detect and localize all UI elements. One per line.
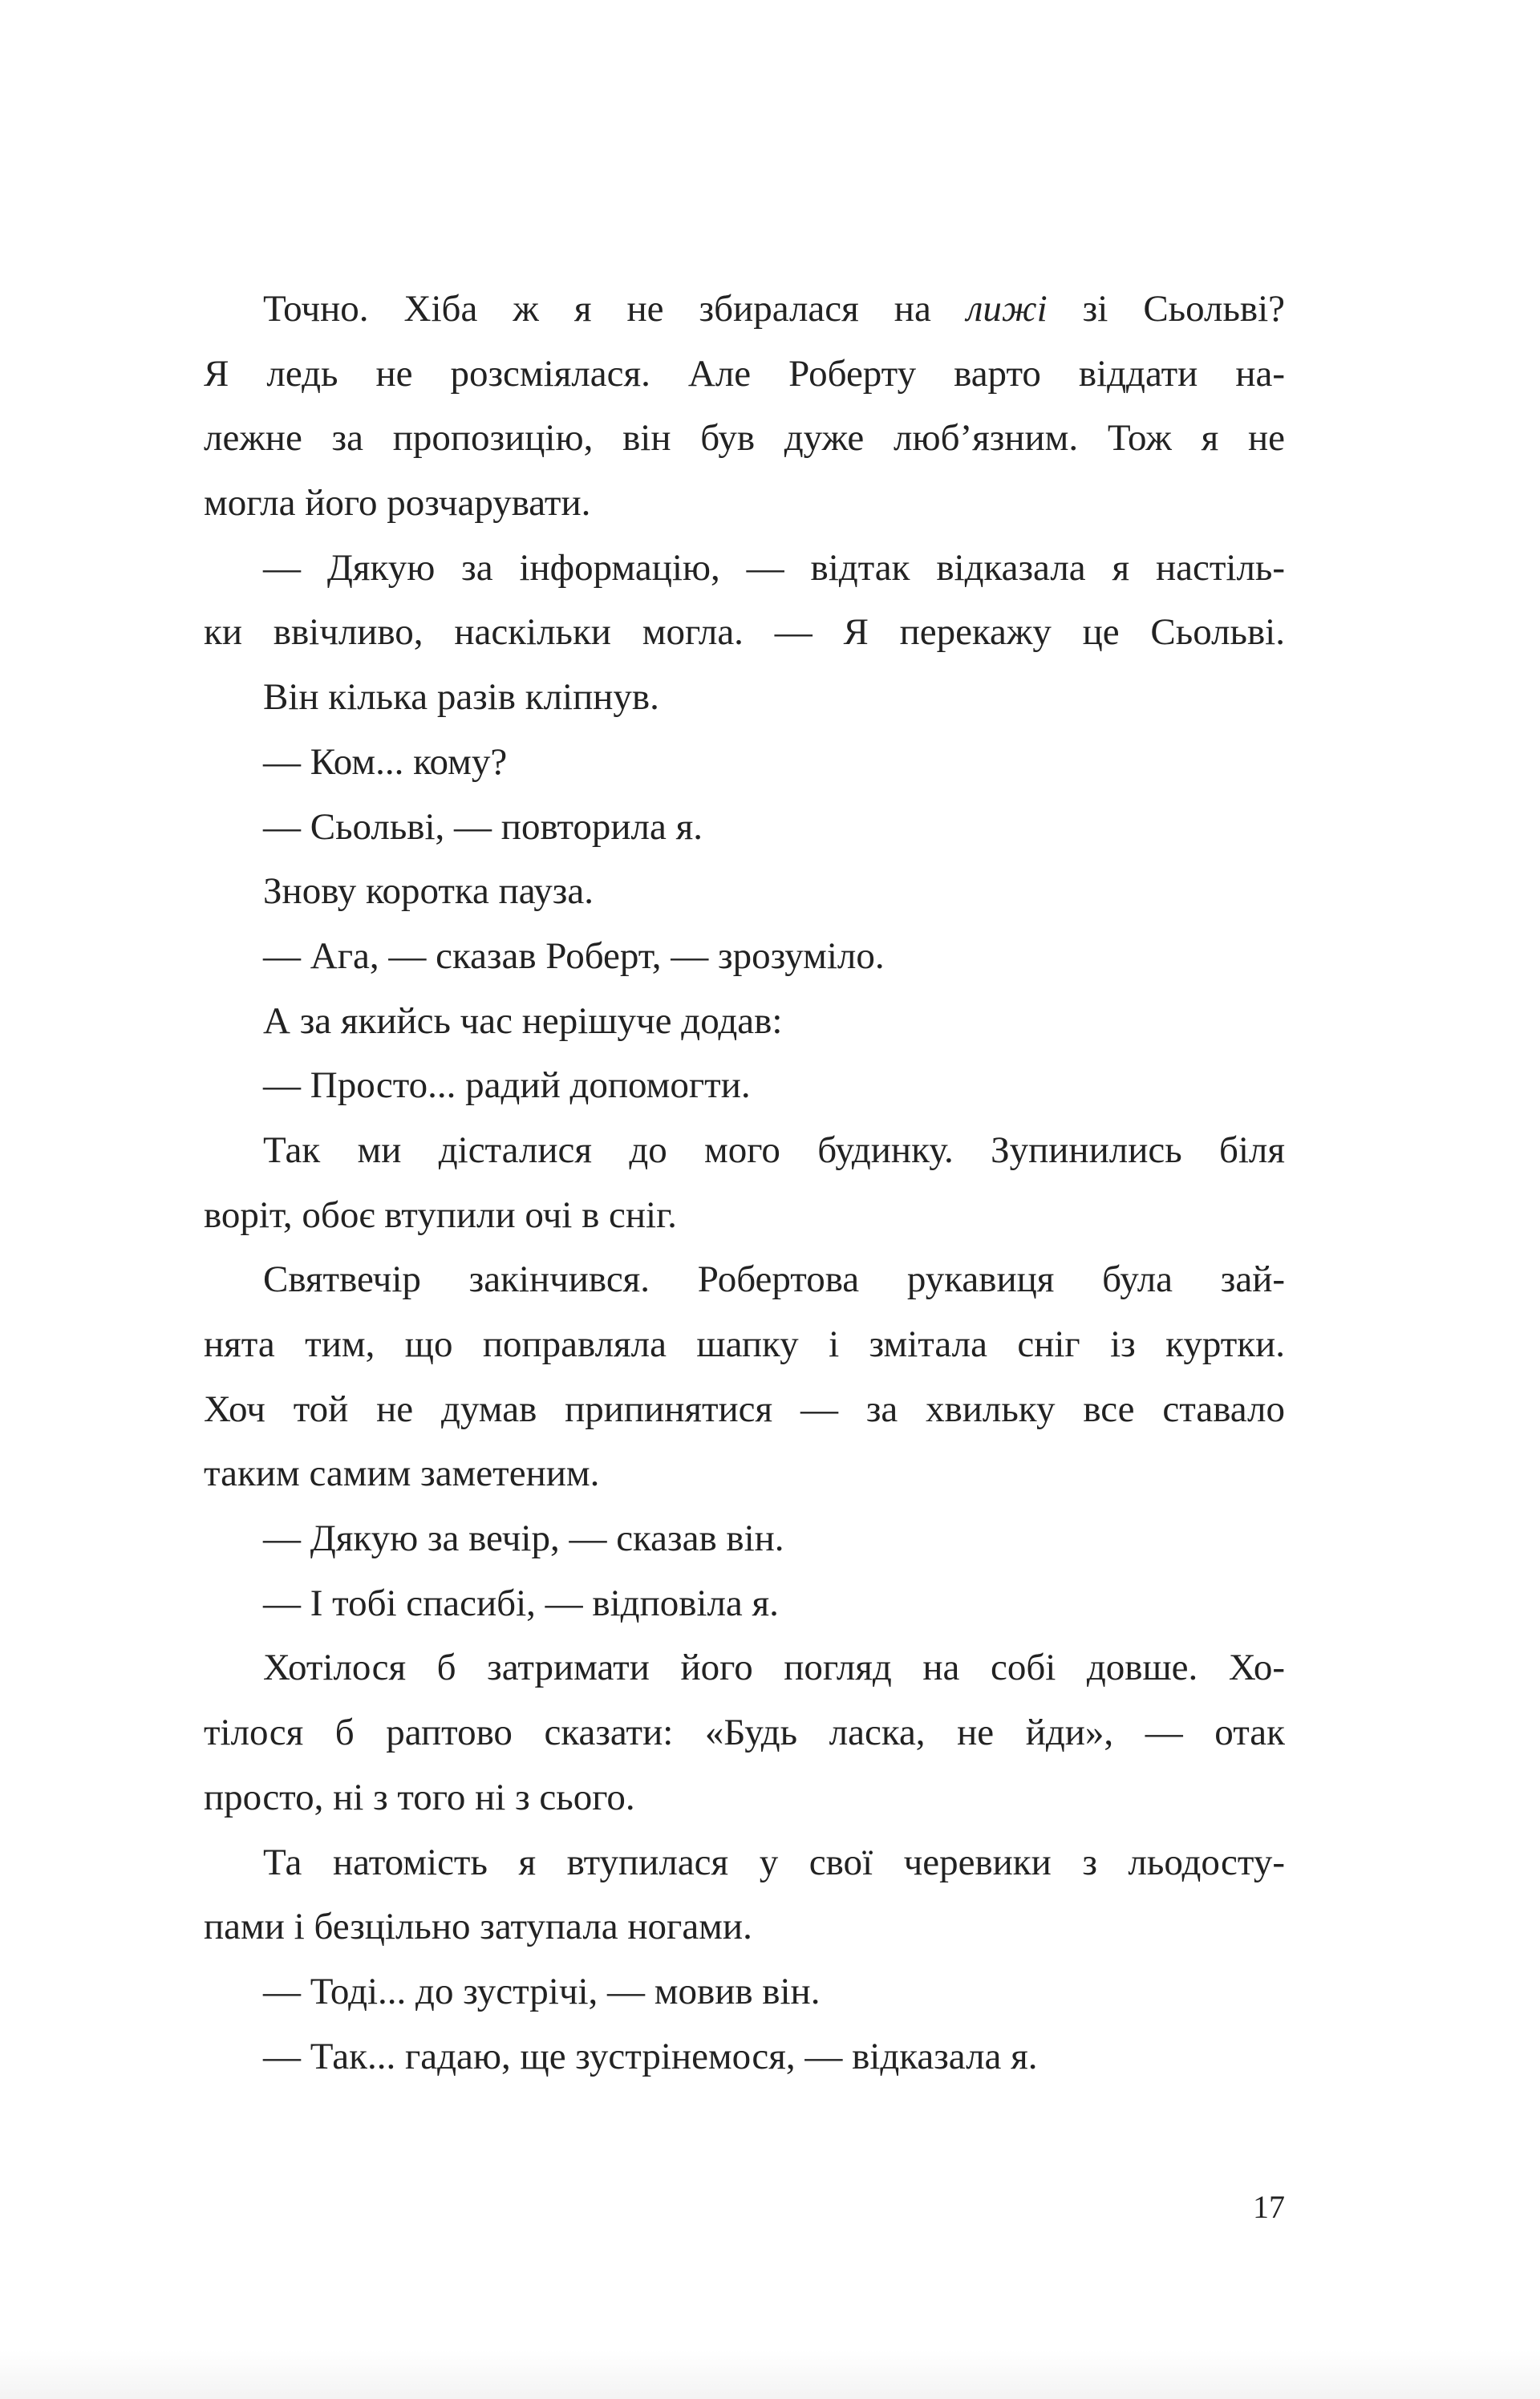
- text-line: просто, ні з того ні з сього.: [204, 1776, 635, 1818]
- text-line: — Так... гадаю, ще зустрінемося, — відказала я.: [263, 2035, 1038, 2077]
- text-line: Святвечір закінчився. Робертова рукавиця була зай-: [263, 1258, 1285, 1301]
- text-line: Знову коротка пауза.: [263, 870, 594, 913]
- text-line: ки ввічливо, наскільки могла. — Я перекажу це Сьольві.: [204, 611, 1285, 654]
- text-line: тілося б раптово сказати: «Будь ласка, не йди», — отак: [204, 1712, 1285, 1754]
- text-line: Я ледь не розсміялася. Але Роберту варто віддати на-: [204, 352, 1285, 395]
- text-line: Хотілося б затримати його погляд на собі довше. Хо-: [263, 1647, 1285, 1689]
- text-line: пами і безцільно затупала ногами.: [204, 1906, 752, 1948]
- page-body-text: [204, 277, 1285, 2089]
- text-line: Та натомість я втупилася у свої черевики з льодосту-: [263, 1841, 1285, 1883]
- text-line: Він кілька разів кліпнув.: [263, 676, 659, 719]
- text-segment: Точно. Хіба ж я не збиралася на: [263, 288, 967, 330]
- text-line: таким самим заметеним.: [204, 1453, 600, 1495]
- text-line: — Просто... радий допомогти.: [263, 1064, 751, 1107]
- text-line: — Тоді... до зустрічі, — мовив він.: [263, 1970, 821, 2012]
- text-line: воріт, обоє втупили очі в сніг.: [204, 1193, 677, 1236]
- text-line: Хоч той не думав припинятися — за хвильку все ставало: [204, 1388, 1285, 1430]
- text-line: Так ми дісталися до мого будинку. Зупинились біля: [263, 1129, 1285, 1171]
- text-segment: зі Сьольві?: [1047, 288, 1286, 330]
- text-line: нята тим, що поправляла шапку і змітала сніг із куртки.: [204, 1323, 1285, 1365]
- text-line: могла його розчарувати.: [204, 482, 591, 525]
- text-line: [204, 277, 1285, 342]
- text-line: — Дякую за інформацію, — відтак відказала я настіль-: [263, 546, 1285, 589]
- italic-word: лижі: [966, 288, 1048, 330]
- text-line: — Ага, — сказав Роберт, — зрозуміло.: [263, 934, 885, 977]
- text-line: А за якийсь час нерішуче додав:: [263, 999, 783, 1042]
- text-line: — Дякую за вечір, — сказав він.: [263, 1518, 784, 1560]
- text-line: — Сьольві, — повторила я.: [263, 805, 703, 848]
- text-line: — І тобі спасибі, — відповіла я.: [263, 1582, 779, 1624]
- page-number: 17: [1253, 2189, 1285, 2225]
- text-line: — Ком... кому?: [263, 740, 508, 783]
- text-line: лежне за пропозицію, він був дуже люб’язним. Тож я не: [204, 417, 1285, 460]
